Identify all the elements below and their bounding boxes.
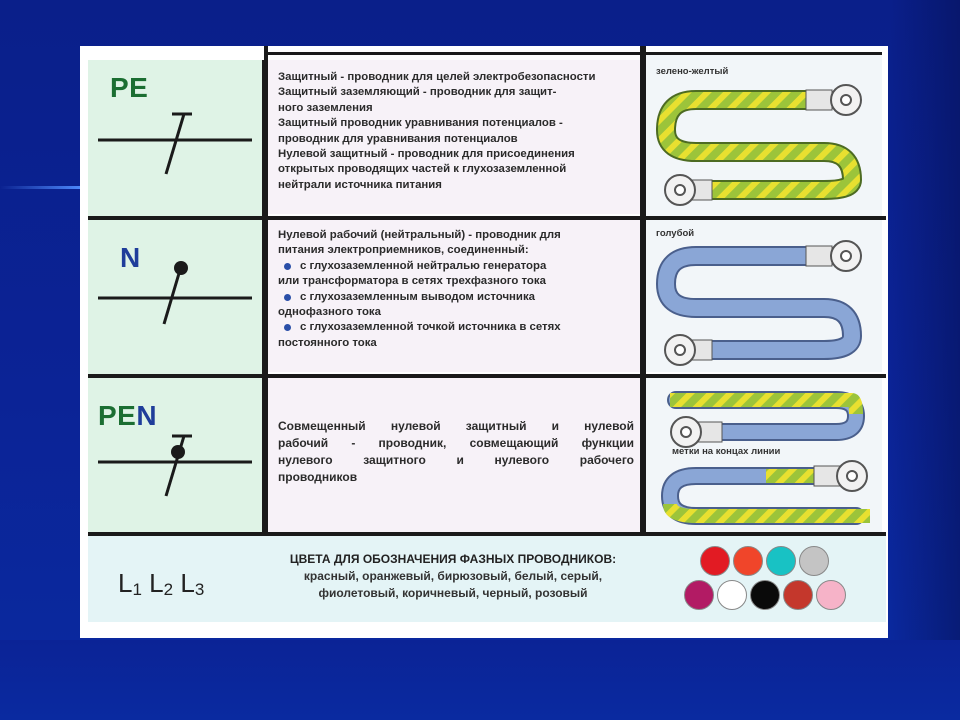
bullet-text: постоянного тока (278, 336, 377, 349)
grid-divider (264, 46, 268, 536)
pe-conductor-symbol-icon (96, 110, 256, 180)
phase-labels (118, 568, 204, 600)
pen-description-line: рабочий - проводник, совмещающий функции (278, 436, 634, 450)
phase-label-letter: L (149, 568, 164, 598)
pe-color-caption: зелено-желтый (656, 66, 729, 77)
pen-description (278, 418, 634, 486)
pen-description-line: нулевого защитного и нулевого рабочего (278, 453, 634, 467)
pe-description-line: нейтрали источника питания (278, 178, 442, 191)
color-swatch (700, 546, 730, 576)
green-yellow-wire-icon (656, 80, 878, 210)
pen-color-caption: метки на концах линии (672, 446, 781, 457)
phase-colors-line: красный, оранжевый, бирюзовый, белый, серый, (303, 569, 603, 583)
phase-label-letter: L (180, 568, 195, 598)
color-swatch (684, 580, 714, 610)
pen-symbol-label (98, 400, 157, 432)
background-strip (0, 640, 960, 720)
pen-conductor-symbol-icon (96, 430, 256, 502)
n-color-caption: голубой (656, 228, 695, 239)
blue-wire-icon (656, 236, 878, 368)
grid-divider (88, 216, 886, 220)
phase-description (268, 552, 638, 602)
bullet-text: или трансформатора в сетях трехфазного тока (278, 275, 546, 288)
color-swatch (766, 546, 796, 576)
pen-description-line: Совмещенный нулевой защитный и нулевой (278, 419, 634, 433)
color-swatch (750, 580, 780, 610)
pe-description (278, 70, 634, 193)
n-bullet-item (278, 259, 634, 274)
bullet-icon (284, 294, 291, 301)
pen-description-line: проводников (278, 470, 358, 484)
grid-divider (88, 532, 886, 536)
background-shade (890, 0, 960, 720)
color-swatch (799, 546, 829, 576)
phase-color-swatches (684, 542, 884, 616)
phase-colors-title: ЦВЕТА ДЛЯ ОБОЗНАЧЕНИЯ ФАЗНЫХ ПРОВОДНИКОВ: (289, 552, 617, 566)
color-swatch (733, 546, 763, 576)
phase-colors-line: фиолетовый, коричневый, черный, розовый (318, 586, 588, 600)
grid-divider (640, 46, 646, 536)
color-swatch (783, 580, 813, 610)
grid-divider (268, 52, 882, 55)
bullet-icon (284, 263, 291, 270)
pe-description-line: проводник для уравнивания потенциалов (278, 132, 518, 145)
phase-colors-list (268, 568, 638, 602)
pen-symbol-text: PEN (98, 400, 158, 431)
pe-description-line: Нулевой защитный - проводник для присоединения (278, 148, 575, 161)
bullet-text: с глухозаземленным выводом источника (300, 290, 535, 303)
phase-label-index: 3 (194, 580, 205, 599)
n-description-line: Нулевой рабочий (нейтральный) - проводник для (278, 229, 561, 241)
phase-label-index: 2 (163, 580, 174, 599)
bullet-text: с глухозаземленной нейтралью генератора (300, 259, 547, 272)
n-conductor-symbol-icon (96, 254, 256, 328)
color-swatch (816, 580, 846, 610)
pe-description-line: Защитный проводник уравнивания потенциалов - (278, 117, 563, 130)
pe-description-line: ного заземления (278, 101, 373, 114)
color-swatch (717, 580, 747, 610)
phase-label-letter: L (118, 568, 133, 598)
n-symbol-label: N (120, 242, 141, 273)
n-description-line: питания электроприемников, соединенный: (278, 244, 529, 257)
bullet-text: с глухозаземленной точкой источника в сетях (300, 321, 561, 334)
pe-description-line: Защитный заземляющий - проводник для защит- (278, 86, 557, 99)
conductor-chart (80, 46, 888, 638)
n-bullet-item (278, 320, 634, 335)
bullet-icon (284, 324, 291, 331)
pe-description-line: Защитный - проводник для целей электробезопасности (278, 71, 596, 83)
grid-divider (88, 374, 886, 378)
n-bullet-item (278, 290, 634, 305)
phase-label-index: 1 (132, 580, 142, 599)
bullet-text: однофазного тока (278, 306, 381, 319)
pe-symbol-label: PE (110, 72, 149, 103)
pe-description-line: открытых проводящих частей к глухозаземленной (278, 163, 567, 176)
n-description (278, 228, 634, 351)
